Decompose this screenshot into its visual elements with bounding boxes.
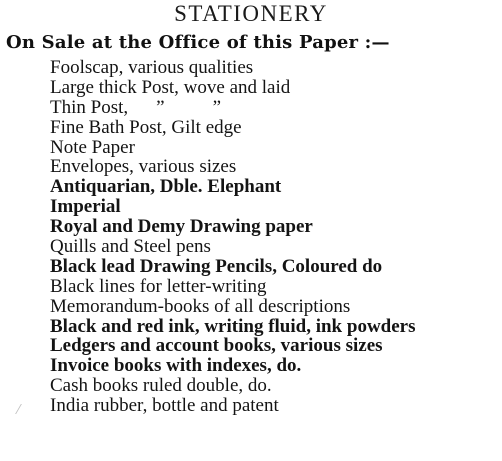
list-item: Cash books ruled double, do. [50,375,272,397]
list-item: Envelopes, various sizes [50,156,237,178]
list-item: Royal and Demy Drawing paper [50,216,313,238]
list-item: Large thick Post, wove and laid [50,76,291,98]
list-item: Invoice books with indexes, do. [50,355,302,377]
list-item: Fine Bath Post, Gilt edge [50,116,242,138]
list-item: Note Paper [50,136,135,158]
subheading-on-sale: On Sale at the Office of this Paper :— [6,32,390,53]
list-item: Ledgers and account books, various sizes [50,335,383,357]
stationery-item-list [50,58,416,416]
list-item: Antiquarian, Dble. Elephant [50,176,282,198]
list-item: Black and red ink, writing fluid, ink powders [50,315,416,337]
ditto-mark: ” [212,96,221,118]
list-item: Quills and Steel pens [50,236,211,258]
heading-stationery: STATIONERY [174,1,328,26]
list-item: India rubber, bottle and patent [50,395,279,417]
list-item: Memorandum-books of all descriptions [50,295,351,317]
list-item: Black lead Drawing Pencils, Coloured do [50,255,383,277]
list-item: Imperial [50,196,121,218]
list-item: Thin Post, ” ” [50,96,221,118]
ditto-mark: ” [156,96,165,118]
list-item: Black lines for letter-writing [50,275,267,297]
print-blemish [15,404,28,414]
list-item: Foolscap, various qualities [50,57,254,78]
